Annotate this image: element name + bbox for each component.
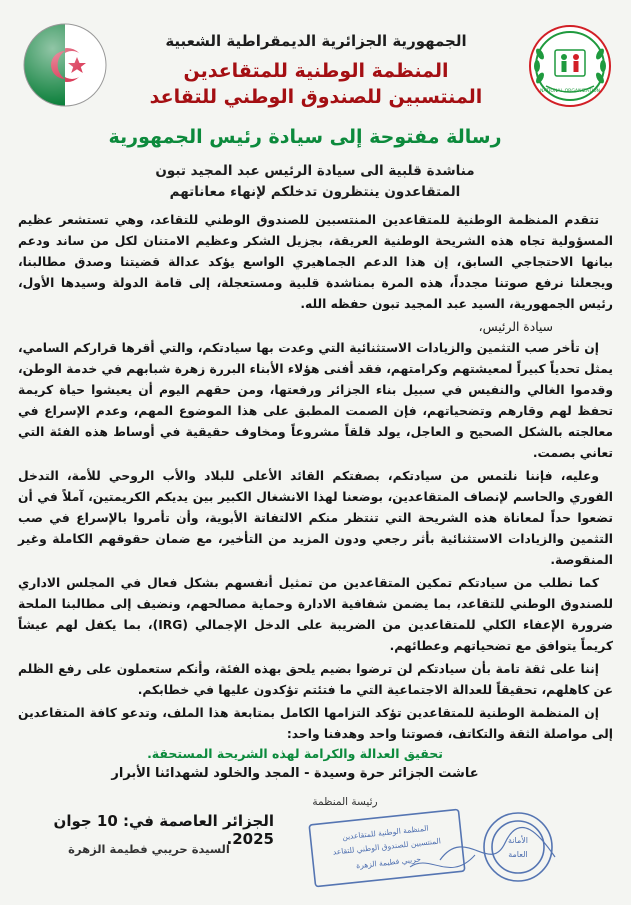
organization-logo-icon (528, 24, 612, 108)
closing-motto: عاشت الجزائر حرة وسيدة - المجد والخلود لشهدائنا الأبرار (111, 766, 479, 781)
paragraph-commitment: إن المنظمة الوطنية للمتقاعدين تؤكد التزامها الكامل بمتابعة هذا الملف، وتدعو كافة المتقاعدين إلى مواصلة الثقة والتكاتف، فصوتنا واحد وهدفنا واحد: (18, 706, 613, 741)
place-and-date: الجزائر العاصمة في: 10 جوان 2025. (53, 812, 274, 848)
stamp-line2: المنتسبين للصندوق الوطني للتقاعد (332, 836, 442, 857)
official-stamp (290, 805, 590, 900)
paragraph-delay: إن تأخر صب التثمين والزيادات الاستثنائية التي وعدت بها سيادتكم، والتي أقرها قراركم السامي، يمثل تحدياً كبيراً لمعيشتهم وكرامتهم، فقد أفنى هؤلاء الأبناء البررة زهرة شبابهم في خدمة الوطن، وقدموا الغالي والنفيس في سبيل بناء الجزائر ورفعتها، ومن حقهم اليوم أن يعيشوا حياة كريمة تحفظ لهم وقارهم وتضحياتهم، فإن الصمت المطبق على هذا الموضوع المهم، وعدم الإسراع في معالجته بالشكل الصحيح و العاجل، يولد قلقاً مشروعاً ومخاوف حقيقية في أوساط هذه الفئة التي تعاني بصمت. (18, 341, 613, 460)
letterhead (120, 30, 512, 108)
stamp-line3: حريبي فطيمة الزهرة (355, 854, 422, 871)
stamp-line1: المنظمة الوطنية للمتقاعدين (341, 823, 429, 842)
logo-text: NATIONAL ORGANIZATION (539, 89, 601, 94)
salutation: سيادة الرئيس، (478, 320, 553, 334)
algerian-flag-icon (22, 22, 108, 108)
organization-name-line1: المنظمة الوطنية للمتقاعدين (183, 60, 449, 82)
round-stamp-mid: العامة (508, 850, 528, 859)
paragraph-request: وعليه، فإننا نلتمس من سيادتكم، بصفتكم القائد الأعلى للبلاد والأب الروحي للأمة، التدخل الفوري والحاسم لإنصاف المتقاعدين، بوضعنا لهذا الانشغال الكبير بين يديكم الكريمتين، آملاً في أن تضعوا حداً لمعاناة هذه الشريحة التي تنتظر منكم الالتفاتة الأبوية، وأن تأمروا بالإسراع في صب التثمين والزيادات الاستثنائية بأثر رجعي ودون المزيد من التأخير، مع ضمان حقوقهم الكاملة وغير المنقوصة. (18, 469, 613, 567)
subtitle-retirees: المتقاعدون ينتظرون تدخلكم لإنهاء معاناتهم (169, 184, 461, 200)
closing (60, 746, 530, 781)
paragraph-representation: كما نطلب من سيادتكم تمكين المتقاعدين من تمثيل أنفسهم بشكل فعال في المجلس الاداري للصندوق الوطني للتقاعد، بما يضمن شفافية الادارة وحماية مصالحهم، ونضيف إلى مطالبنا الملحة ضرورة الإعفاء الكلي للمتقاعدين من الضريبة على الدخل الإجمالي (IRG)، بما يكفل لهم عيشاً كريماً يتوافق مع تضحياتهم وعطائهم. (18, 576, 613, 653)
closing-slogan: تحقيق العدالة والكرامة لهذه الشريحة المستحقة. (147, 746, 443, 761)
paragraph-intro: تتقدم المنظمة الوطنية للمتقاعدين المنتسبين للصندوق الوطني للتقاعد، وهي تستشعر عظيم المسؤولية تجاه هذه الشريحة الوطنية العريقة، بجزيل الشكر وعظيم الامتنان لكل من ساند ودعم بيانها الاحتجاجي السابق، إن هذا الدعم الجماهيري الواسع يؤكد عدالة قضيتنا وصدق مطالبنا، ويجعلنا نرفع صوتنا مجدداً، هذه المرة بمناشدة قلبية ومستعجلة، إلى قامة الدولة وسيدها الأول، رئيس الجمهورية، السيد عبد المجيد تبون حفظه الله. (18, 213, 613, 311)
organization-name-line2: المنتسبين للصندوق الوطني للتقاعد (149, 86, 483, 108)
subtitle-appeal: مناشدة قلبية الى سيادة الرئيس عبد المجيد تبون (155, 163, 475, 179)
letter-title: رسالة مفتوحة إلى سيادة رئيس الجمهورية (108, 126, 502, 148)
letter-body (18, 210, 613, 747)
president-label: رئيسة المنظمة (312, 796, 378, 808)
round-stamp-top: الأمانة (507, 836, 529, 845)
signatory-name: السيدة حريبي فطيمة الزهرة (68, 842, 230, 856)
paragraph-confidence: إننا على ثقة تامة بأن سيادتكم لن ترضوا بضيم يلحق بهذه الفئة، وأنكم ستعملون على رفع الظلم عن كاهلهم، تحقيقاً للعدالة الاجتماعية التي ما فتئتم تؤكدون عليها في خطابكم. (18, 662, 613, 697)
republic-name: الجمهورية الجزائرية الديمقراطية الشعبية (165, 32, 467, 50)
